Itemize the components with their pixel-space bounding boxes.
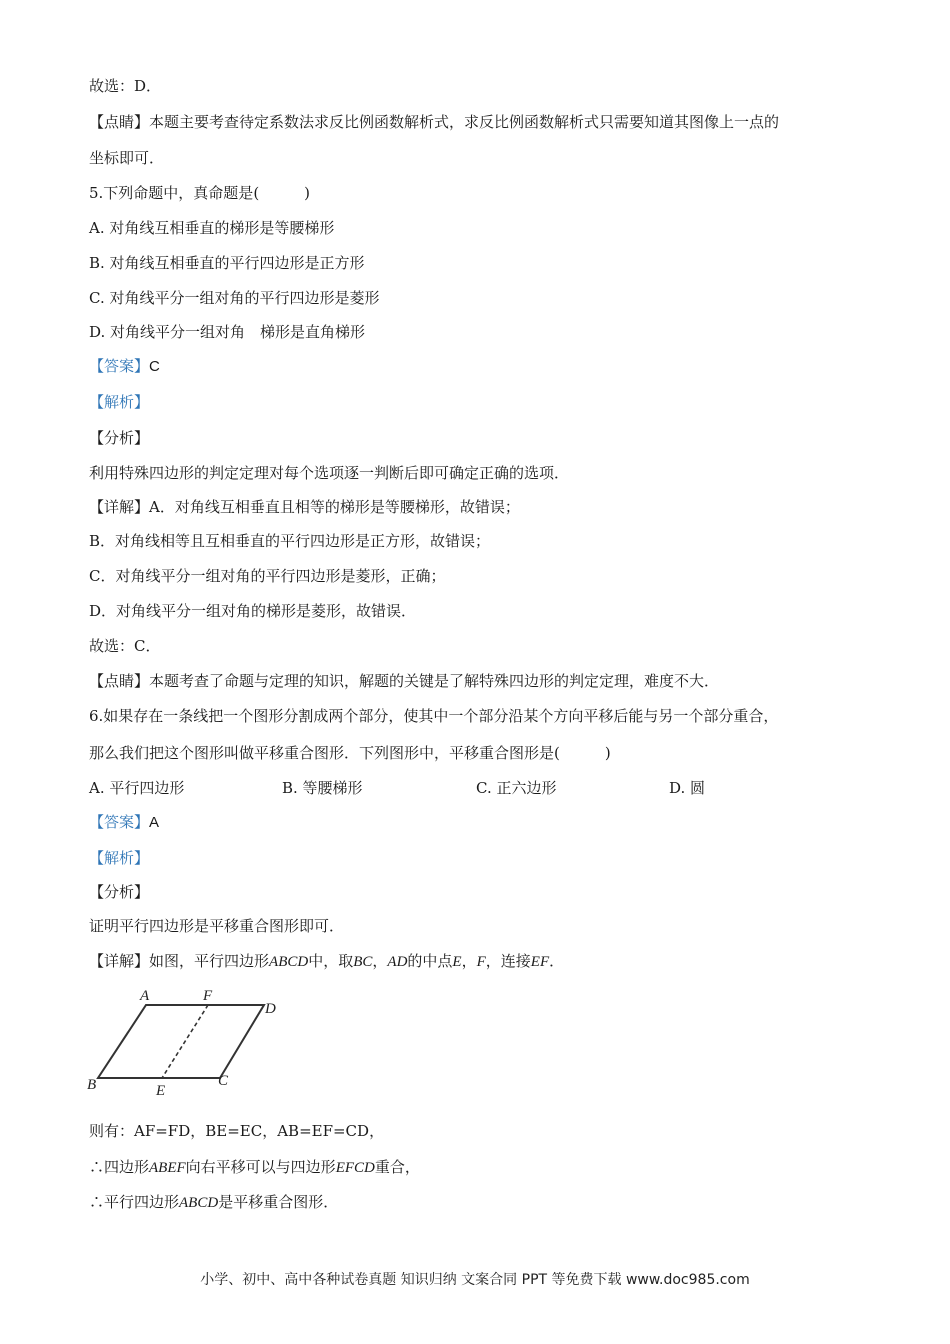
parallelogram-figure (84, 985, 294, 1100)
comment-line-cont: 坐标即可． (89, 149, 165, 167)
conclusion-line: 故选：D． (89, 77, 162, 95)
q6-detail: 【详解】如图，平行四边形ABCD中，取BC，AD的中点E，F，连接EF． (89, 952, 565, 970)
q6-fenxi-text: 证明平行四边形是平移重合图形即可． (89, 917, 345, 935)
parallelogram-shape (98, 1005, 264, 1078)
q5-option-d: D. 对角线平分一组对角 梯形是直角梯形 (89, 323, 366, 341)
q5-fenxi-text: 利用特殊四边形的判定定理对每个选项逐一判断后即可确定正确的选项． (89, 464, 570, 482)
therefore-line-2: ∴平行四边形ABCD是平移重合图形． (89, 1193, 339, 1211)
q6-analysis-heading: 【解析】 (89, 849, 150, 867)
q5-detail-d: D．对角线平分一组对角的梯形是菱形，故错误． (89, 602, 417, 620)
q5-conclusion: 故选：C． (89, 637, 161, 655)
q5-detail-c: C．对角线平分一组对角的平行四边形是菱形，正确； (89, 567, 446, 585)
answer-tag: 【答案】 (89, 357, 150, 375)
q5-detail-a: 【详解】A．对角线互相垂直且相等的梯形是等腰梯形，故错误； (89, 498, 520, 516)
q6-answer: 【答案】A (89, 813, 160, 831)
label-a: A (140, 988, 150, 1004)
q6-option-b: B. 等腰梯形 (282, 779, 363, 797)
q5-analysis-heading: 【解析】 (89, 393, 150, 411)
q6-option-a: A. 平行四边形 (89, 779, 185, 797)
question-6: 6.如果存在一条线把一个图形分割成两个部分，使其中一个部分沿某个方向平移后能与另一个部分重合， (89, 707, 779, 725)
q6-option-d: D. 圆 (669, 779, 706, 797)
label-e: E (156, 1083, 166, 1099)
question-5: 5.下列命题中，真命题是( ) (89, 184, 311, 202)
q5-comment: 【点睛】本题考查了命题与定理的知识，解题的关键是了解特殊四边形的判定定理，难度不大． (89, 672, 720, 690)
q6-option-c: C. 正六边形 (476, 779, 557, 797)
q6-fenxi-heading: 【分析】 (89, 883, 150, 901)
comment-line: 【点睛】本题主要考查待定系数法求反比例函数解析式，求反比例函数解析式只需要知道其图像上一点的 (89, 113, 780, 131)
q5-detail-b: B．对角线相等且互相垂直的平行四边形是正方形，故错误； (89, 532, 491, 550)
q5-answer: 【答案】C (89, 357, 160, 375)
q5-option-a: A. 对角线互相垂直的梯形是等腰梯形 (89, 219, 335, 237)
answer-tag: 【答案】 (89, 813, 150, 831)
q5-option-c: C. 对角线平分一组对角的平行四边形是菱形 (89, 289, 380, 307)
then-line: 则有：AF=FD，BE=EC，AB=EF=CD， (89, 1122, 385, 1140)
label-b: B (87, 1077, 97, 1093)
label-f: F (203, 988, 213, 1004)
question-6-cont: 那么我们把这个图形叫做平移重合图形．下列图形中，平移重合图形是( ) (89, 744, 611, 762)
q5-fenxi-heading: 【分析】 (89, 429, 150, 447)
label-d: D (265, 1001, 276, 1017)
segment-ef (162, 1005, 208, 1078)
label-c: C (218, 1073, 229, 1089)
page-footer: 小学、初中、高中各种试卷真题 知识归纳 文案合同 PPT 等免费下载 www.doc985.com (200, 1272, 750, 1288)
q5-option-b: B. 对角线互相垂直的平行四边形是正方形 (89, 254, 365, 272)
therefore-line-1: ∴四边形ABEF向右平移可以与四边形EFCD重合， (89, 1158, 420, 1176)
comment-tag: 【点睛】 (89, 113, 150, 131)
